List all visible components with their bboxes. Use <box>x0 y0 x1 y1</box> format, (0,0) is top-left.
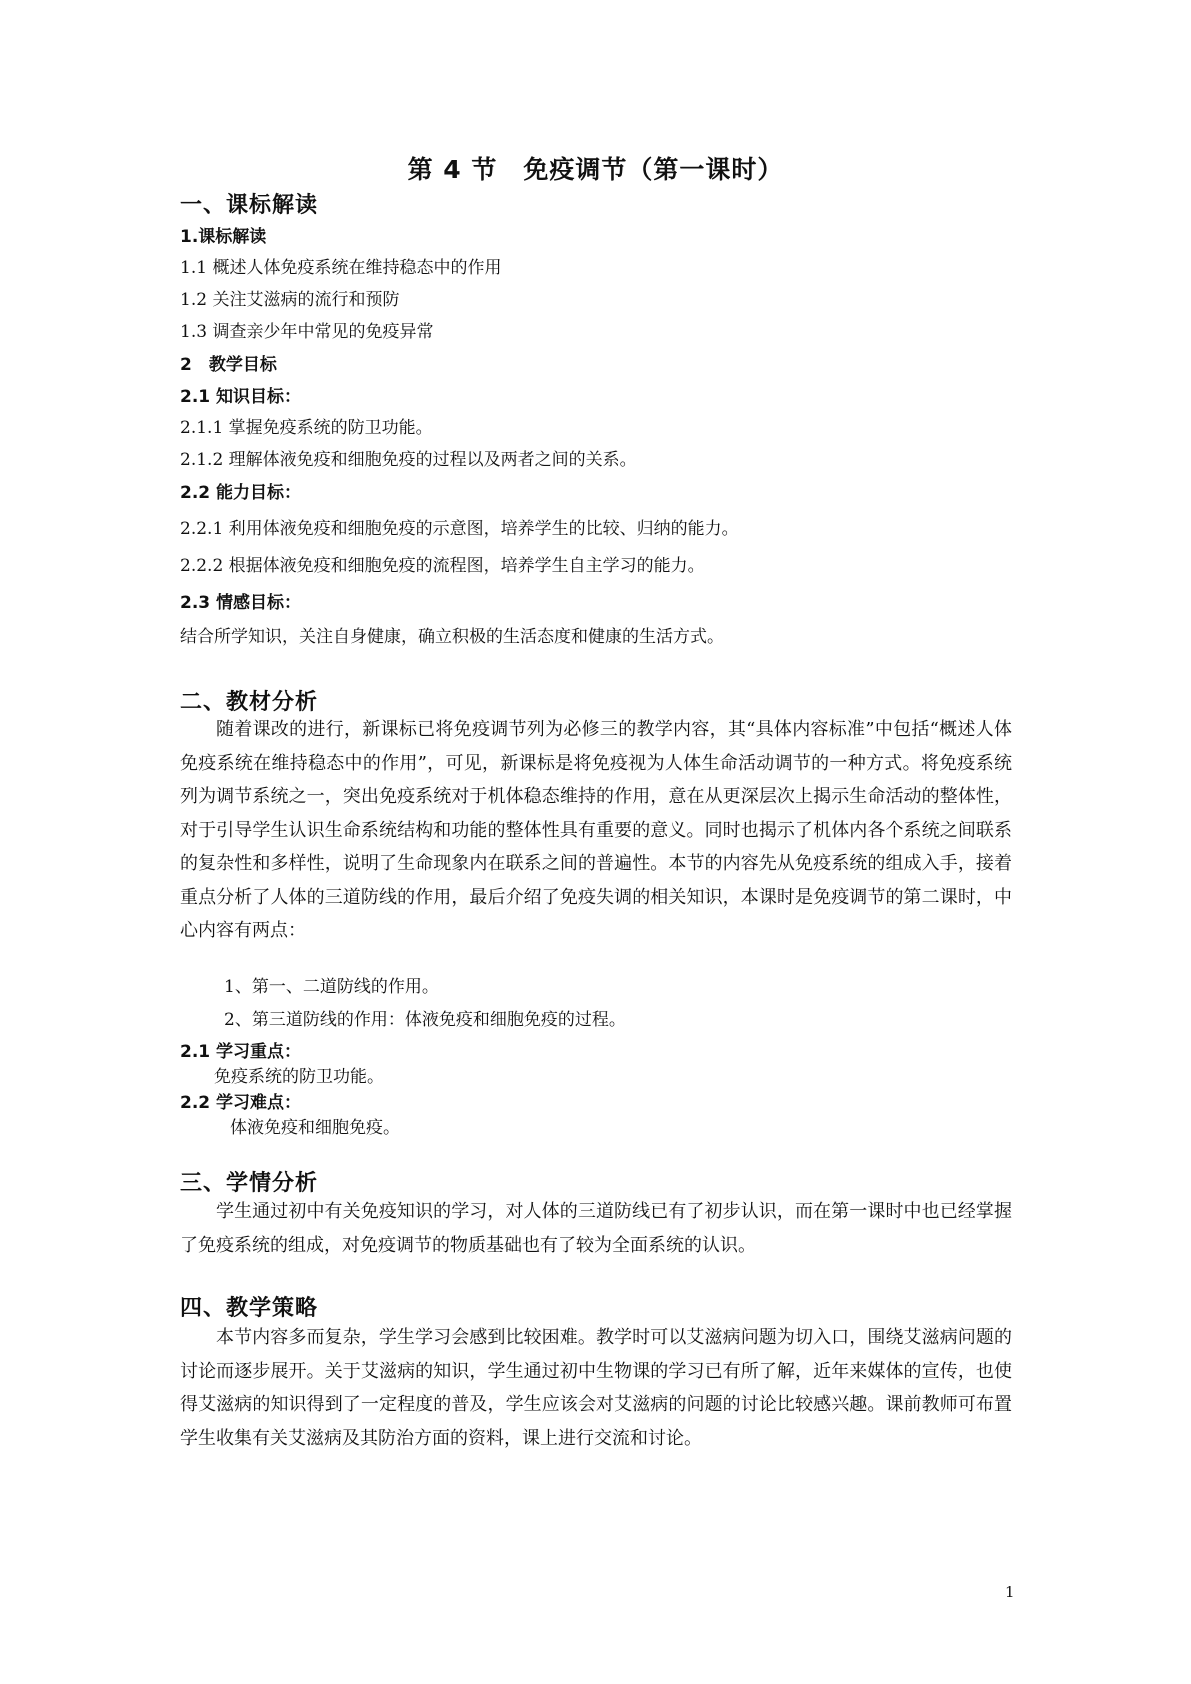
section-4-heading: 四、教学策略 <box>180 1296 319 1321</box>
learner-analysis-paragraph: 学生通过初中有关免疫知识的学习，对人体的三道防线已有了初步认识，而在第一课时中也已经掌握了免疫系统的组成，对免疫调节的物质基础也有了较为全面系统的认识。 <box>180 1201 1012 1256</box>
center-point-2: 2、第三道防线的作用：体液免疫和细胞免疫的过程。 <box>224 1010 626 1030</box>
key-points-text: 免疫系统的防卫功能。 <box>214 1067 384 1087</box>
page-number: 1 <box>1005 1583 1015 1601</box>
difficult-points-heading: 2.2 学习难点： <box>180 1093 302 1113</box>
emotion-goal: 结合所学知识，关注自身健康，确立积极的生活态度和健康的生活方式。 <box>180 627 724 647</box>
key-points-heading: 2.1 学习重点： <box>180 1042 302 1062</box>
emotion-goals-heading: 2.3 情感目标： <box>180 593 302 613</box>
knowledge-goals-heading: 2.1 知识目标： <box>180 387 302 407</box>
section-1-subheading: 1.课标解读 <box>180 227 267 247</box>
teaching-goals-heading: 2 教学目标 <box>180 355 277 375</box>
section-1-heading: 一、课标解读 <box>180 193 319 218</box>
section-2-heading: 二、教材分析 <box>180 690 319 715</box>
difficult-points-text: 体液免疫和细胞免疫。 <box>230 1118 400 1138</box>
ability-goal-2: 2.2.2 根据体液免疫和细胞免疫的流程图，培养学生自主学习的能力。 <box>180 556 705 576</box>
section-3-heading: 三、学情分析 <box>180 1171 319 1196</box>
standard-item-2: 1.2 关注艾滋病的流行和预防 <box>180 290 400 310</box>
standard-item-1: 1.1 概述人体免疫系统在维持稳态中的作用 <box>180 258 502 278</box>
knowledge-goal-1: 2.1.1 掌握免疫系统的防卫功能。 <box>180 418 433 438</box>
ability-goal-1: 2.2.1 利用体液免疫和细胞免疫的示意图，培养学生的比较、归纳的能力。 <box>180 519 739 539</box>
textbook-analysis-paragraph: 随着课改的进行，新课标已将免疫调节列为必修三的教学内容，其“具体内容标准”中包括“概述人体免疫系统在维持稳态中的作用”，可见，新课标是将免疫视为人体生命活动调节的一种方式。将免疫系统列为调节系统之一，突出免疫系统对于机体稳态维持的作用，意在从更深层次上揭示生命活动的整体性，对于引导学生认识生命系统结构和功能的整体性具有重要的意义。同时也揭示了机体内各个系统之间联系的复杂性和多样性，说明了生命现象内在联系之间的普遍性。本节的内容先从免疫系统的组成入手，接着重点分析了人体的三道防线的作用，最后介绍了免疫失调的相关知识，本课时是免疫调节的第二课时，中心内容有两点： <box>180 719 1012 941</box>
ability-goals-heading: 2.2 能力目标： <box>180 483 302 503</box>
teaching-strategy-paragraph: 本节内容多而复杂，学生学习会感到比较困难。教学时可以艾滋病问题为切入口，围绕艾滋病问题的讨论而逐步展开。关于艾滋病的知识，学生通过初中生物课的学习已有所了解，近年来媒体的宣传，也使得艾滋病的知识得到了一定程度的普及，学生应该会对艾滋病的问题的讨论比较感兴趣。课前教师可布置学生收集有关艾滋病及其防治方面的资料，课上进行交流和讨论。 <box>180 1327 1012 1449</box>
center-point-1: 1、第一、二道防线的作用。 <box>224 977 439 997</box>
knowledge-goal-2: 2.1.2 理解体液免疫和细胞免疫的过程以及两者之间的关系。 <box>180 450 637 470</box>
page-title: 第 4 节 免疫调节（第一课时） <box>407 155 784 184</box>
standard-item-3: 1.3 调查亲少年中常见的免疫异常 <box>180 322 434 342</box>
